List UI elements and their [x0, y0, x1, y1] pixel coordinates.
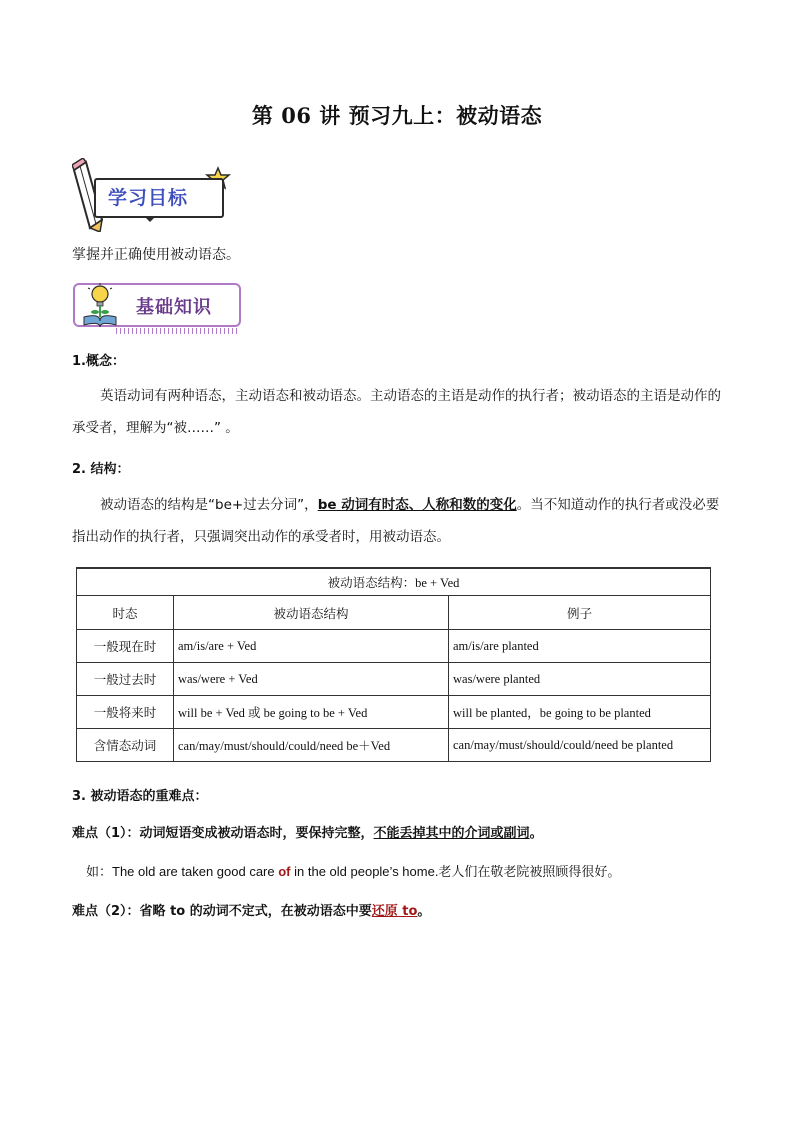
- table-header: 时态: [77, 596, 174, 630]
- table-cell: was/were + Ved: [174, 663, 449, 696]
- table-cell: 含情态动词: [77, 729, 174, 762]
- point-text: 难点（2）：省略 to 的动词不定式，在被动语态中要: [72, 904, 372, 919]
- table-row: [77, 663, 711, 696]
- example-sentence: [86, 861, 620, 880]
- section-heading: 1.概念：: [72, 354, 125, 369]
- table-cell: can/may/must/should/could/need be＋Ved: [174, 729, 449, 762]
- page-title: 第 06 讲 预习九上：被动语态: [251, 103, 543, 128]
- point-text: 。: [529, 826, 543, 841]
- table-cell: 一般现在时: [77, 630, 174, 663]
- table-cell: 一般过去时: [77, 663, 174, 696]
- table-caption: 被动语态结构：be + Ved: [77, 568, 711, 596]
- table-cell: will be + Ved 或 be going to be + Ved: [174, 696, 449, 729]
- difficulty-point-2: [72, 900, 430, 919]
- table-cell: am/is/are + Ved: [174, 630, 449, 663]
- table-cell: will be planted，be going to be planted: [449, 696, 711, 729]
- section-paragraph: [72, 489, 722, 553]
- section-heading: 2. 结构：: [72, 462, 130, 477]
- highlighted-word: of: [278, 864, 291, 879]
- passive-voice-table: [76, 567, 711, 762]
- table-row: [77, 696, 711, 729]
- table-cell: can/may/must/should/could/need be planted: [449, 729, 711, 762]
- goal-text: 掌握并正确使用被动语态。: [72, 247, 240, 263]
- table-cell: 一般将来时: [77, 696, 174, 729]
- emphasis-text: 不能丢掉其中的介词或副词: [373, 826, 530, 841]
- paragraph-text: 。当不知道动作的执行者或没必要指出动作的执行者，只强调突出动作的承受者时，用被动语态。: [72, 497, 720, 545]
- learning-goal-badge: [72, 158, 242, 232]
- paragraph-text: 被动语态的结构是“be+过去分词”，: [100, 497, 318, 513]
- badge-label: 基础知识: [136, 297, 212, 318]
- decorative-stripes: [116, 328, 238, 334]
- example-text: in the old people’s home.老人们在敬老院被照顾得很好。: [290, 864, 621, 879]
- badge-label: 学习目标: [108, 187, 189, 209]
- basic-knowledge-badge: [72, 281, 242, 337]
- point-text: 。: [417, 904, 431, 919]
- difficulty-point-1: [72, 822, 543, 841]
- table-cell: was/were planted: [449, 663, 711, 696]
- example-text: 如：The old are taken good care: [86, 864, 279, 879]
- emphasis-text: be 动词有时态、人称和数的变化: [317, 497, 517, 513]
- table-cell: am/is/are planted: [449, 630, 711, 663]
- table-header: 被动语态结构: [174, 596, 449, 630]
- highlighted-word: 还原 to: [371, 904, 418, 919]
- table-row: [77, 630, 711, 663]
- section-paragraph: 英语动词有两种语态，主动语态和被动语态。主动语态的主语是动作的执行者；被动语态的主语是动作的承受者，理解为“被……” 。: [72, 388, 721, 436]
- table-header: 例子: [449, 596, 711, 630]
- section-heading: 3. 被动语态的重难点：: [72, 789, 208, 804]
- table-row: [77, 729, 711, 762]
- lightbulb-book-icon: [80, 283, 130, 329]
- point-text: 难点（1）：动词短语变成被动语态时，要保持完整，: [72, 826, 374, 841]
